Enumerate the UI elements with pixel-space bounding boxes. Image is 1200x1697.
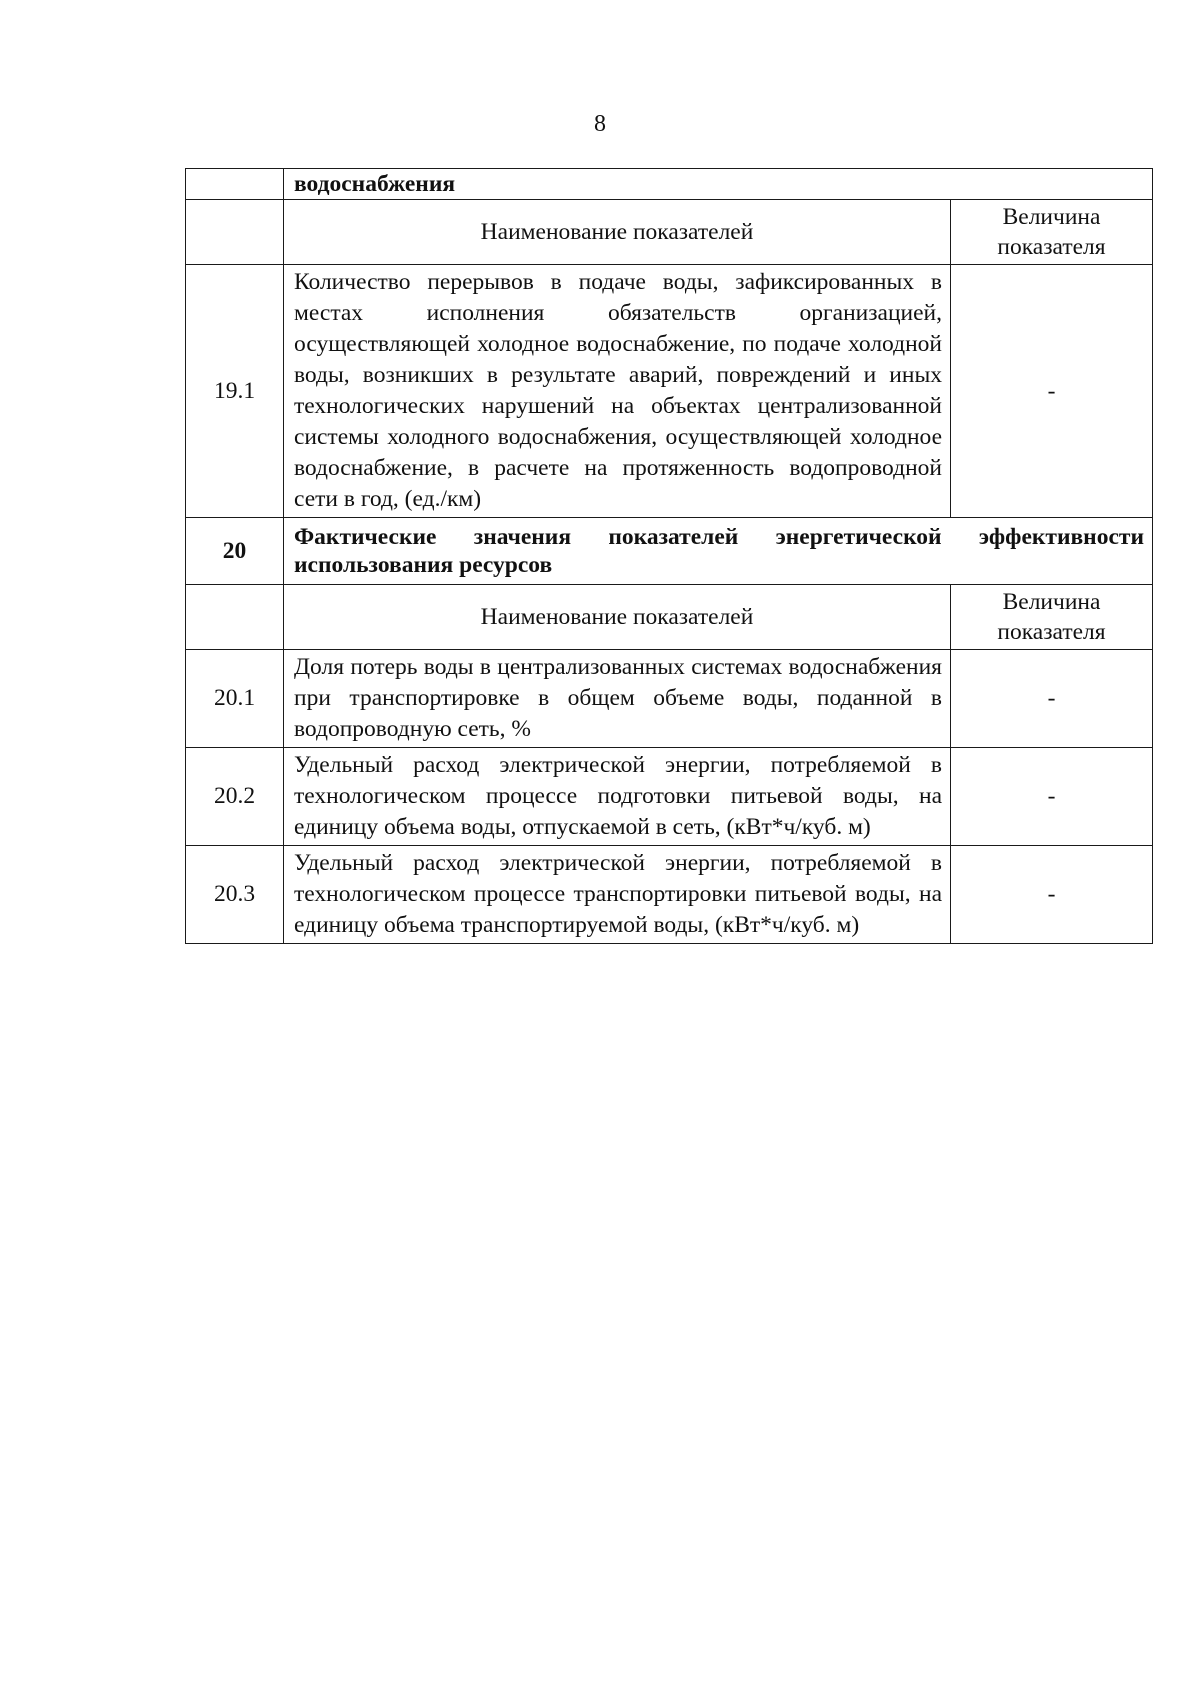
table-row-20-3: [186, 846, 1153, 944]
section-19-header-row: [186, 200, 1153, 265]
section-20-header-row: [186, 585, 1153, 650]
row-value: -: [951, 650, 1153, 748]
section-19-continuation-row: [186, 169, 1153, 200]
indicators-table: [185, 168, 1153, 944]
section-20-title-row: [186, 518, 1153, 585]
row-value: -: [951, 846, 1153, 944]
row-description: Доля потерь воды в централизованных системах водоснабжения при транспортировке в общем объеме воды, поданной в водопроводную сеть, %: [284, 650, 951, 748]
row-description: Удельный расход электрической энергии, потребляемой в технологическом процессе транспортировки питьевой воды, на единицу объема транспортируемой воды, (кВт*ч/куб. м): [284, 846, 951, 944]
row-description: Количество перерывов в подаче воды, зафиксированных в местах исполнения обязательств организацией, осуществляющей холодное водоснабжение, по подаче холодной воды, возникших в результате аварий, повреждений и иных технологических нарушений на объектах централизованной системы холодного водоснабжения, осуществляющей холодное водоснабжение, в расчете на протяженность водопроводной сети в год, (ед./км): [284, 265, 951, 518]
row-number: 20.2: [186, 748, 284, 846]
row-description: Удельный расход электрической энергии, потребляемой в технологическом процессе подготовки питьевой воды, на единицу объема воды, отпускаемой в сеть, (кВт*ч/куб. м): [284, 748, 951, 846]
row-value: -: [951, 748, 1153, 846]
section-19-header-value: Величина показателя: [951, 200, 1153, 265]
row-value: -: [951, 265, 1153, 518]
section-19-header-name: Наименование показателей: [284, 200, 951, 265]
section-19-header-number-cell: [186, 200, 284, 265]
section-20-header-name: Наименование показателей: [284, 585, 951, 650]
section-20-header-number-cell: [186, 585, 284, 650]
table-row-20-2: [186, 748, 1153, 846]
row-number: 20.1: [186, 650, 284, 748]
section-20-number: 20: [186, 518, 284, 585]
row-number: 20.3: [186, 846, 284, 944]
section-19-number-cell: [186, 169, 284, 200]
section-20-title: Фактические значения показателей энергетической эффективности использования ресурсов: [284, 518, 1153, 585]
page-number: 8: [594, 111, 606, 137]
row-number: 19.1: [186, 265, 284, 518]
table-row-20-1: [186, 650, 1153, 748]
table-row-19-1: [186, 265, 1153, 518]
section-19-title: водоснабжения: [284, 169, 1153, 200]
section-20-header-value: Величина показателя: [951, 585, 1153, 650]
